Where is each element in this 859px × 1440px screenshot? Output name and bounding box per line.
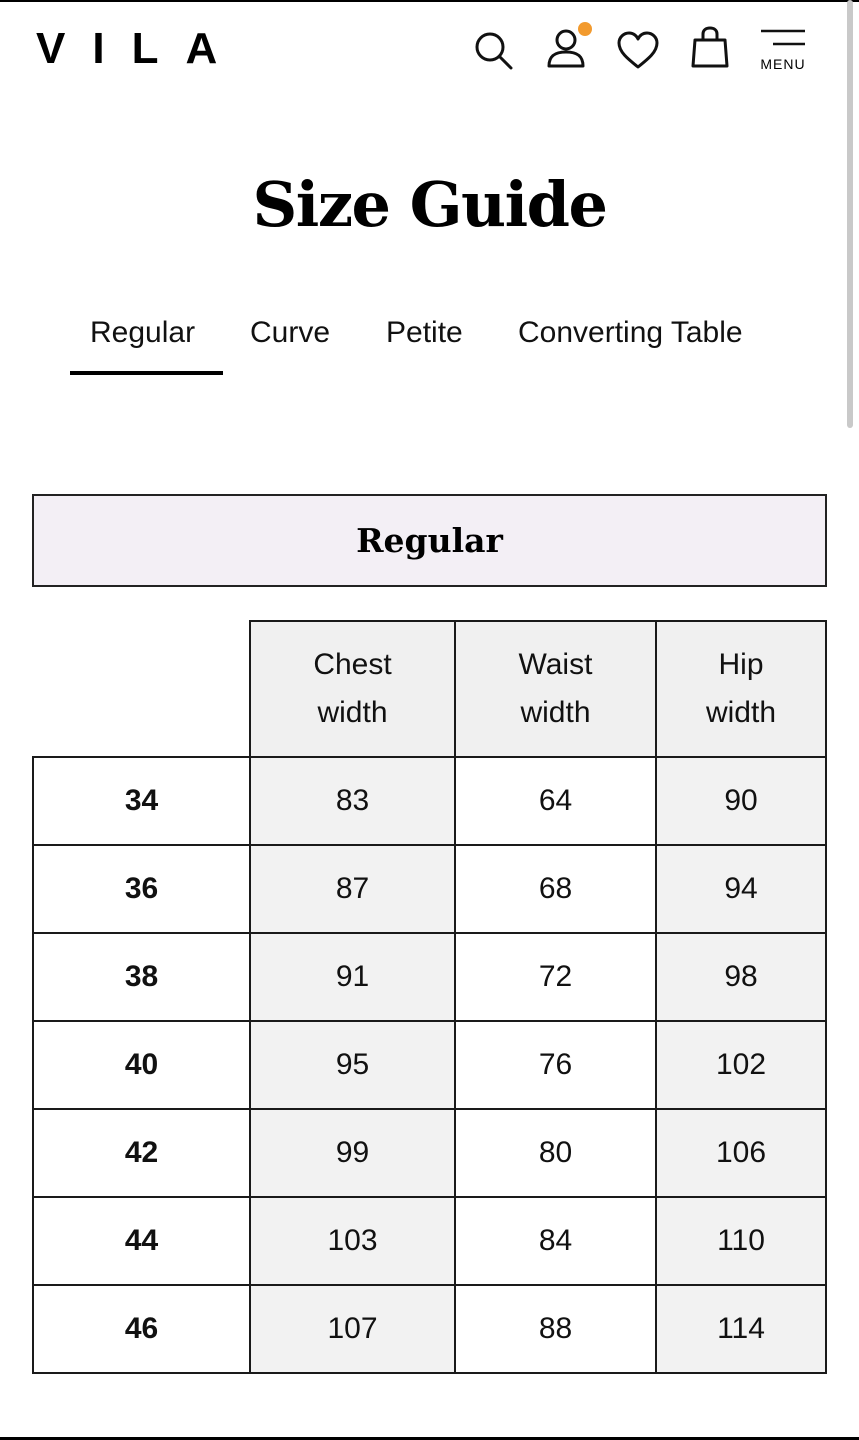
waist-cell: 76 — [455, 1021, 656, 1109]
chest-cell: 95 — [250, 1021, 455, 1109]
waist-cell: 80 — [455, 1109, 656, 1197]
top-border — [0, 0, 859, 2]
table-row — [33, 933, 826, 1021]
column-header-line: width — [317, 696, 388, 729]
section-title: Regular — [356, 521, 503, 560]
size-cell: 38 — [33, 933, 250, 1021]
chest-cell: 99 — [250, 1109, 455, 1197]
waist-cell: 64 — [455, 757, 656, 845]
menu-icon[interactable] — [759, 27, 807, 51]
size-cell: 34 — [33, 757, 250, 845]
size-cell: 44 — [33, 1197, 250, 1285]
column-header-line: width — [520, 696, 591, 729]
chest-cell: 103 — [250, 1197, 455, 1285]
tab-regular[interactable]: Regular — [90, 316, 196, 349]
table-row — [33, 1285, 826, 1373]
waist-cell: 72 — [455, 933, 656, 1021]
page-title: Size Guide — [252, 168, 607, 241]
heart-icon[interactable] — [616, 30, 660, 70]
hip-cell: 102 — [656, 1021, 826, 1109]
table-row — [33, 1021, 826, 1109]
table-row — [33, 1109, 826, 1197]
hip-cell: 94 — [656, 845, 826, 933]
hip-cell: 90 — [656, 757, 826, 845]
column-header-line: Hip — [718, 648, 764, 681]
waist-cell: 88 — [455, 1285, 656, 1373]
size-cell: 46 — [33, 1285, 250, 1373]
column-header-line: Waist — [518, 648, 593, 681]
notification-badge — [578, 22, 592, 36]
size-cell: 36 — [33, 845, 250, 933]
search-icon[interactable] — [472, 29, 514, 71]
column-header-line: Chest — [313, 648, 392, 681]
hip-cell: 110 — [656, 1197, 826, 1285]
menu-label[interactable]: MENU — [760, 56, 806, 72]
chest-cell: 87 — [250, 845, 455, 933]
table-row — [33, 1197, 826, 1285]
chest-cell: 107 — [250, 1285, 455, 1373]
table-corner — [33, 621, 250, 757]
waist-cell: 68 — [455, 845, 656, 933]
section-header — [32, 494, 827, 587]
bag-icon[interactable] — [690, 25, 730, 69]
hip-cell: 106 — [656, 1109, 826, 1197]
chest-cell: 91 — [250, 933, 455, 1021]
chest-cell: 83 — [250, 757, 455, 845]
brand-logo[interactable]: VILA — [36, 24, 245, 73]
column-header-waist — [455, 621, 656, 757]
waist-cell: 84 — [455, 1197, 656, 1285]
hip-cell: 114 — [656, 1285, 826, 1373]
column-header-chest — [250, 621, 455, 757]
tab-curve[interactable]: Curve — [250, 316, 331, 349]
size-cell: 42 — [33, 1109, 250, 1197]
table-row — [33, 757, 826, 845]
column-header-hip — [656, 621, 826, 757]
hip-cell: 98 — [656, 933, 826, 1021]
table-header-row — [33, 621, 826, 757]
size-table — [32, 620, 827, 1374]
size-cell: 40 — [33, 1021, 250, 1109]
active-tab-indicator — [70, 371, 223, 375]
tab-petite[interactable]: Petite — [386, 316, 463, 349]
column-header-line: width — [705, 696, 777, 729]
table-row — [33, 845, 826, 933]
tab-converting-table[interactable]: Converting Table — [518, 316, 743, 349]
